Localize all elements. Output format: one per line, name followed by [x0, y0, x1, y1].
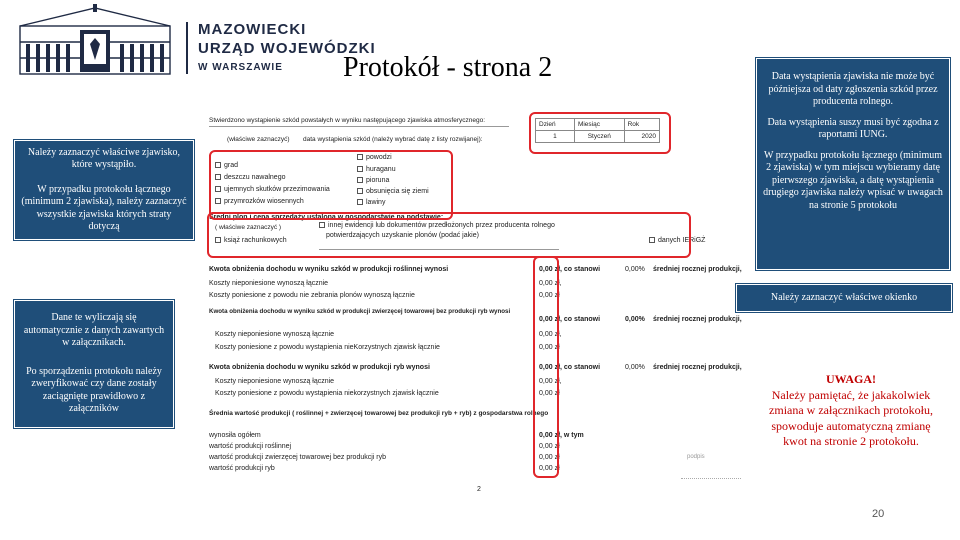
income-row-label: Koszty poniesione z powodu wystąpienia nieKorzystnych zjawisk łącznie [215, 344, 440, 351]
average-row-value: 0,00 zł [539, 454, 560, 461]
price-source-hint: ( właściwe zaznaczyć ) [215, 224, 282, 231]
average-value-header: Średnia wartość produkcji ( roślinnej + zwierzęcej towarowej bez produkcji ryb + ryb) z gospodarstwa rolnego [209, 410, 549, 417]
callout-date-rules [756, 58, 950, 270]
income-row-value: 0,00 zł, [539, 331, 562, 338]
highlight-price-source [207, 212, 691, 258]
callout-checkbox-hint [736, 284, 952, 312]
income-row-label: Koszty poniesione z powodu wystąpienia niekorzystnych zjawisk łącznie [215, 390, 439, 397]
income-row-pct: 0,00% [625, 364, 645, 371]
highlight-phenomena [209, 150, 453, 220]
average-row-label: wartość produkcji zwierzęcej towarowej bez produkcji ryb [209, 454, 387, 461]
warning-note [760, 372, 942, 450]
income-row-value: 0,00 zł [539, 344, 560, 351]
logo-text-line1: MAZOWIECKI [198, 21, 307, 38]
average-row-label: wartość produkcji ryb [209, 465, 275, 472]
income-row-label: Kwota obniżenia dochodu w wyniku szkód w produkcji roślinnej wynosi [209, 266, 449, 273]
callout-phenomenon-text-2: W przypadku protokołu łącznego (minimum 2 zjawiska), należy zaznaczyć wszystkie zjawiska których straty dotyczą [21, 183, 187, 232]
date-header-day: Dzień [536, 119, 575, 131]
income-row-pct: 0,00% [625, 266, 645, 273]
logo-text-line3: W WARSZAWIE [198, 62, 283, 73]
slide-number: 20 [872, 508, 885, 520]
income-row-value: 0,00 zł, [539, 280, 562, 287]
price-source-other[interactable]: innej ewidencji lub dokumentów przedłożonych przez producenta rolnego [319, 222, 555, 229]
form-page-number: 2 [477, 486, 481, 493]
price-source-books[interactable]: książ rachunkowych [215, 237, 287, 244]
phenomenon-option-powodz[interactable]: powodzi [357, 154, 392, 161]
coat-of-arms-emblem [14, 4, 176, 78]
price-source-ierigz[interactable]: danych IERiGŻ [649, 237, 705, 244]
price-source-other-line2: potwierdzających uzyskanie plonów (podać jakie) [326, 232, 479, 239]
warning-body: Należy pamiętać, że jakakolwiek zmiana w załącznikach protokołu, spowoduje automatyczną zmianę kwot na stronie 2 protokołu. [769, 387, 933, 449]
callout-date-text-3: W przypadku protokołu łącznego (minimum 2 zjawiska) w tym miejscu wybieramy datę pierwszego zjawiska, a datę wystąpienia drugiego zjawiska należy wpisać w uwagach na stronie 5 protokołu [763, 149, 943, 211]
average-row-label: wartość produkcji roślinnej [209, 443, 292, 450]
average-row-value: 0,00 zł [539, 465, 560, 472]
callout-automatic-text-1: Dane te wyliczają się automatycznie z danych zawartych w załącznikach. [23, 312, 165, 349]
income-row-value: 0,00 zł, [539, 378, 562, 385]
phenomenon-option-piorun[interactable]: pioruna [357, 177, 389, 184]
date-header-month: Miesiąc [574, 119, 624, 131]
callout-phenomenon-text-1: Należy zaznaczyć właściwe zjawisko, które wystąpiło. [27, 146, 181, 170]
callout-automatic-data [14, 300, 174, 428]
form-type-hint: (właściwe zaznaczyć) [227, 136, 290, 143]
phenomenon-option-osuniecie[interactable]: obsunięcia się ziemi [357, 188, 429, 195]
income-row-pct: 0,00% [625, 316, 645, 323]
protocol-form-screenshot [207, 110, 747, 500]
income-row-label: Koszty nieponiesione wynoszą łącznie [215, 331, 335, 338]
income-row-suffix: średniej rocznej produkcji, [653, 364, 742, 371]
income-row-label: Kwota obniżenia dochodu w wyniku szkód w produkcji ryb wynosi [209, 364, 430, 371]
logo-text-line2: URZĄD WOJEWÓDZKI [198, 40, 376, 57]
date-year-value[interactable]: 2020 [624, 131, 659, 143]
callout-date-text-1: Data wystąpienia zjawiska nie może być późniejsza od daty zgłoszenia szkód przez producenta rolnego. [768, 71, 938, 107]
income-row-label: Koszty poniesione z powodu nie zebrania plonów wynoszą łącznie [209, 292, 415, 299]
income-row-label: Koszty nieponiesione wynoszą łącznie [209, 280, 329, 287]
income-row-label: Koszty nieponiesione wynoszą łącznie [215, 378, 335, 385]
average-row-value: 0,00 zł, w tym [539, 432, 584, 439]
highlight-amounts [533, 256, 559, 478]
page-title: Protokół - strona 2 [343, 52, 553, 83]
income-row-value: 0,00 zł, co stanowi [539, 364, 601, 371]
income-row-value: 0,00 zł [539, 292, 560, 299]
form-date-hint: data wystąpienia szkód (należy wybrać datę z listy rozwijanej): [303, 136, 483, 143]
form-intro-text: Stwierdzono wystąpienie szkód powstałych w wyniku następującego zjawiska atmosferycznego: [209, 117, 486, 124]
phenomenon-option-lawina[interactable]: lawiny [357, 199, 385, 206]
date-month-value[interactable]: Styczeń [574, 131, 624, 143]
highlight-date-table [529, 112, 671, 154]
phenomenon-option-przymrozki[interactable]: przymrozków wiosennych [215, 198, 304, 205]
callout-automatic-text-2: Po sporządzeniu protokołu należy zweryfikować czy dane zostały zaciągnięte prawidłowo z załączników [26, 365, 162, 415]
phenomenon-option-deszcz[interactable]: deszczu nawalnego [215, 174, 286, 181]
income-row-value: 0,00 zł, co stanowi [539, 316, 601, 323]
average-row-value: 0,00 zł [539, 443, 560, 450]
warning-title: UWAGA! [826, 372, 876, 386]
signature-hint: podpis [687, 454, 705, 460]
average-row-label: wynosiła ogółem [209, 432, 261, 439]
phenomenon-option-przezimowanie[interactable]: ujemnych skutków przezimowania [215, 186, 330, 193]
income-row-label: Kwota obniżenia dochodu w wyniku szkód w produkcji zwierzęcej towarowej bez produkcji ryb wynosi [209, 308, 511, 315]
phenomenon-option-huragan[interactable]: huraganu [357, 166, 396, 173]
callout-date-text-2: Data wystąpienia suszy musi być zgodna z raportami IUNG. [767, 116, 939, 140]
income-row-suffix: średniej rocznej produkcji, [653, 266, 742, 273]
price-source-header: Średni plon i cena sprzedaży ustalona w gospodarstwie na podstawie: [209, 214, 444, 221]
date-header-year: Rok [624, 119, 659, 131]
income-row-value: 0,00 zł, co stanowi [539, 266, 601, 273]
date-day-value[interactable]: 1 [536, 131, 575, 143]
callout-phenomenon [14, 140, 194, 240]
logo-divider [186, 22, 188, 74]
callout-checkbox-text: Należy zaznaczyć właściwe okienko [770, 291, 918, 303]
income-row-suffix: średniej rocznej produkcji, [653, 316, 742, 323]
income-row-value: 0,00 zł [539, 390, 560, 397]
phenomenon-option-grad[interactable]: grad [215, 162, 238, 169]
